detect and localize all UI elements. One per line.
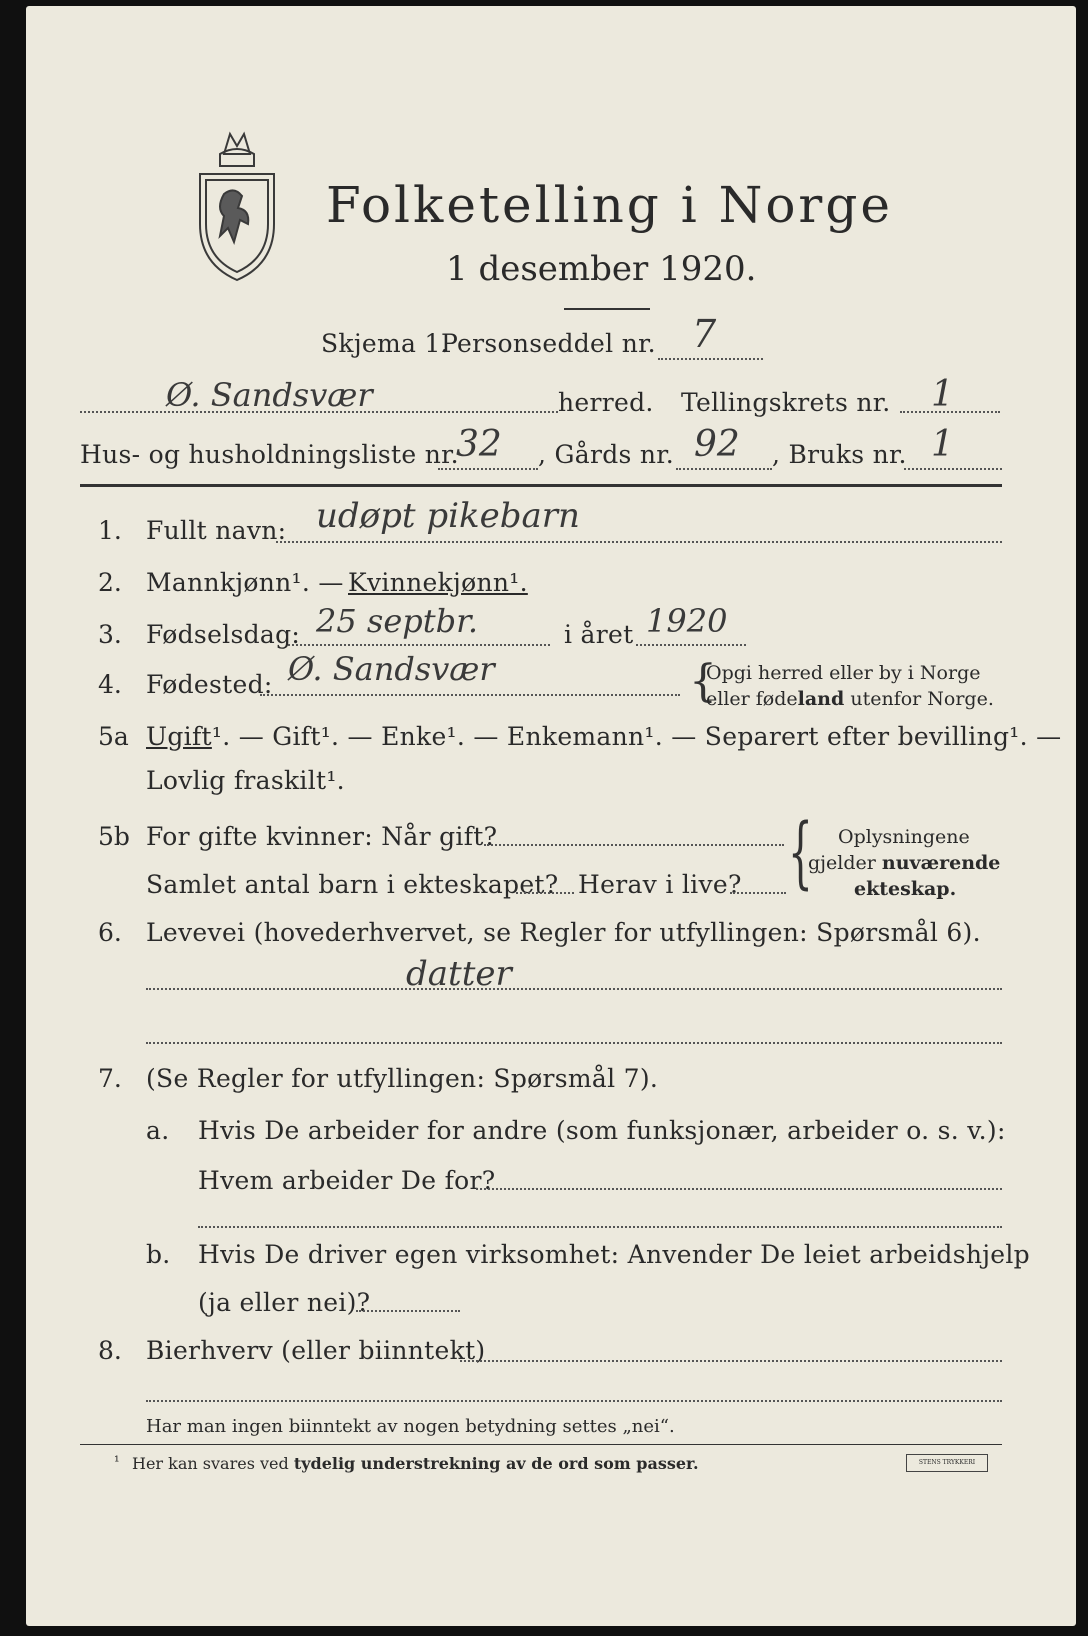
q7-number: 7.: [98, 1064, 122, 1093]
q5b-brace: {: [788, 808, 813, 898]
q8-number: 8.: [98, 1336, 122, 1365]
personseddel-value[interactable]: 7: [692, 312, 717, 356]
q3-number: 3.: [98, 620, 122, 649]
q5a-fraskilt-option[interactable]: Lovlig fraskilt¹.: [146, 766, 345, 795]
q5b-married-line[interactable]: [484, 844, 784, 846]
q7a-text: Hvis De arbeider for andre (som funksjonær, arbeider o. s. v.):: [198, 1116, 1006, 1145]
header-rule: [80, 484, 1002, 487]
skjema-label: Skjema 1.: [321, 329, 449, 358]
q1-label: Fullt navn:: [146, 516, 287, 545]
q4-note-line2: eller fødeland utenfor Norge.: [706, 688, 994, 710]
census-form: [26, 6, 1076, 1626]
gards-value[interactable]: 92: [694, 424, 740, 465]
tellingskrets-label: Tellingskrets nr.: [681, 388, 891, 417]
herred-label: herred.: [558, 388, 654, 417]
coat-of-arms-icon: [194, 124, 280, 284]
q5b-note-line2: gjelder nuværende: [808, 852, 1001, 874]
bruks-line: [904, 468, 1002, 470]
q7a-employer-label: Hvem arbeider De for?: [198, 1166, 496, 1195]
bruks-value[interactable]: 1: [931, 424, 954, 465]
q3-year-line: [636, 644, 746, 646]
q5b-line1: For gifte kvinner: Når gift?: [146, 822, 498, 851]
q6-line2: [146, 1042, 1002, 1044]
q4-number: 4.: [98, 670, 122, 699]
q4-note-line1: Opgi herred eller by i Norge: [706, 662, 981, 684]
footnote-rule: [80, 1444, 1002, 1445]
birth-year-value[interactable]: 1920: [646, 602, 728, 640]
footnote-text: Her kan svares ved tydelig understrekning av de ord som passer.: [132, 1454, 699, 1473]
herred-value[interactable]: Ø. Sandsvær: [166, 376, 373, 414]
tellingskrets-value[interactable]: 1: [931, 374, 954, 415]
q4-label: Fødested:: [146, 670, 273, 699]
q3-label: Fødselsdag:: [146, 620, 301, 649]
q2-number: 2.: [98, 568, 122, 597]
q6-label: Levevei (hovederhvervet, se Regler for utfyllingen: Spørsmål 6).: [146, 918, 981, 947]
q7a-employer-line2[interactable]: [198, 1226, 1002, 1228]
q5b-alive-line[interactable]: [730, 892, 786, 894]
hus-line: [438, 468, 538, 470]
q7b-letter: b.: [146, 1240, 171, 1269]
birthdate-value[interactable]: 25 septbr.: [316, 602, 479, 640]
birthplace-value[interactable]: Ø. Sandsvær: [288, 650, 495, 688]
form-title: Folketelling i Norge: [326, 176, 893, 234]
bruks-label: , Bruks nr.: [772, 440, 907, 469]
q5b-number: 5b: [98, 822, 130, 851]
q8-note: Har man ingen biinntekt av nogen betydning settes „nei“.: [146, 1416, 675, 1437]
occupation-value[interactable]: datter: [406, 954, 512, 994]
q5a-options[interactable]: Ugift¹. — Gift¹. — Enke¹. — Enkemann¹. — Separert efter bevilling¹. —: [146, 722, 1062, 751]
q5b-alive-label: Herav i live?: [578, 870, 742, 899]
q5b-children-line[interactable]: [516, 892, 574, 894]
q7b-help-label: (ja eller nei)?: [198, 1288, 371, 1317]
q1-number: 1.: [98, 516, 122, 545]
hus-label: Hus- og husholdningsliste nr.: [80, 440, 459, 469]
q3-year-label: i året: [564, 620, 634, 649]
q5b-note-line1: Oplysningene: [838, 826, 970, 848]
census-date: 1 desember 1920.: [446, 249, 757, 289]
personseddel-label: Personseddel nr.: [441, 329, 656, 358]
q8-label: Bierhverv (eller biinntekt): [146, 1336, 486, 1365]
q4-brace: {: [689, 656, 717, 707]
q5b-children-label: Samlet antal barn i ekteskapet?: [146, 870, 559, 899]
mannkjonn-option[interactable]: Mannkjønn¹. —: [146, 568, 344, 597]
printer-stamp: STENS TRYKKERI: [906, 1454, 988, 1472]
kvinnekjonn-option[interactable]: Kvinnekjønn¹.: [348, 568, 528, 597]
q5b-note-line3: ekteskap.: [854, 878, 957, 900]
q8-line2[interactable]: [146, 1400, 1002, 1402]
q8-line1[interactable]: [460, 1360, 1002, 1362]
q3-line: [288, 644, 550, 646]
q7-label: (Se Regler for utfyllingen: Spørsmål 7).: [146, 1064, 659, 1093]
q7a-letter: a.: [146, 1116, 170, 1145]
hus-value[interactable]: 32: [456, 424, 502, 465]
q5a-number: 5a: [98, 722, 129, 751]
title-divider: [564, 308, 650, 310]
q7b-help-line[interactable]: [356, 1310, 460, 1312]
gards-line: [676, 468, 772, 470]
q4-line: [260, 694, 680, 696]
gards-label: , Gårds nr.: [538, 440, 675, 469]
personseddel-line: [658, 358, 763, 360]
q6-line1: [146, 988, 1002, 990]
full-name-value[interactable]: udøpt pikebarn: [316, 496, 580, 536]
q7a-employer-line[interactable]: [476, 1188, 1002, 1190]
q7b-text: Hvis De driver egen virksomhet: Anvender De leiet arbeidshjelp: [198, 1240, 1030, 1269]
q6-number: 6.: [98, 918, 122, 947]
footnote-mark: ¹: [114, 1454, 120, 1470]
q1-line: [276, 541, 1002, 543]
